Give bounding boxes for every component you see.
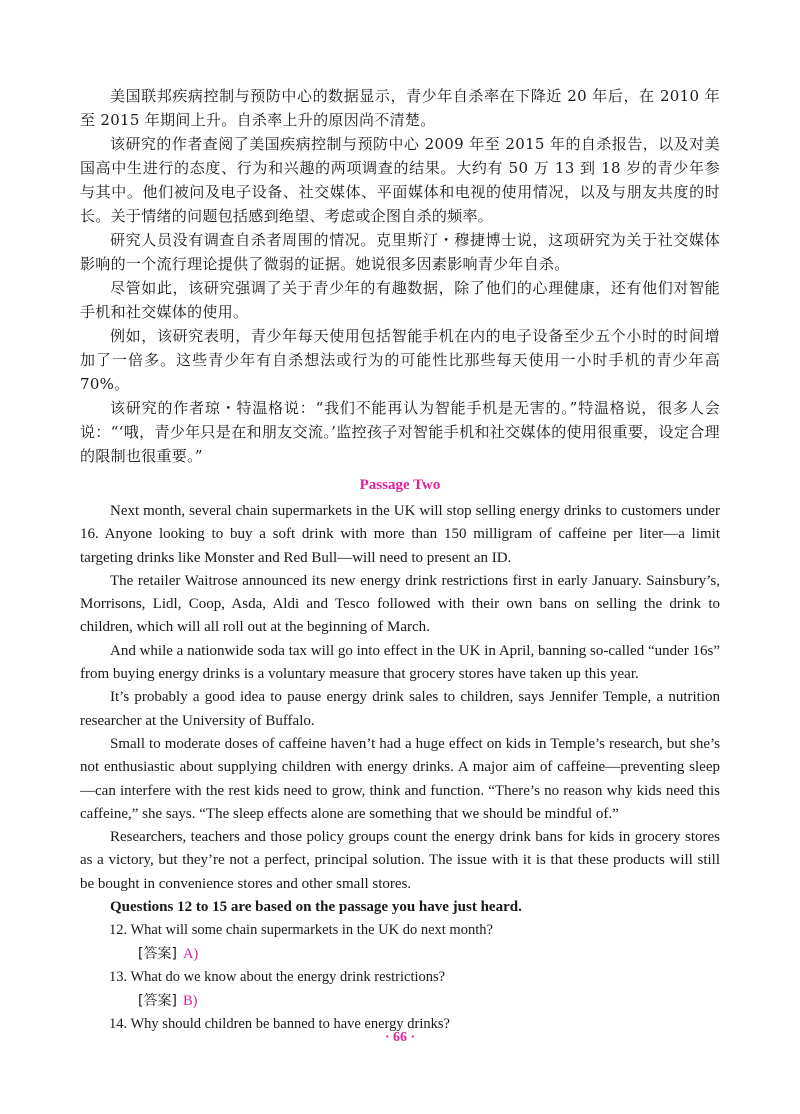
chinese-translation — [80, 84, 720, 468]
en-paragraph-1: Next month, several chain supermarkets in the UK will stop selling energy drinks to customers under 16. Anyone looking to buy a soft drink with more than 150 milligram of caffeine per liter—a limit targeting drinks like Monster and Red Bull—will need to present an ID. — [80, 503, 720, 566]
en-paragraph-5: Small to moderate doses of caffeine haven’t had a huge effect on kids in Temple’s research, but she’s not enthusiastic about supplying children with energy drinks. A major aim of caffeine—preventing sleep—can interfere with the rest kids need to grow, think and function. “There’s no reason why kids need this caffeine,” she says. “The sleep effects alone are something that we should be mindful of.” — [80, 735, 720, 822]
en-paragraph-2: The retailer Waitrose announced its new energy drink restrictions first in early January. Sainsbury’s, Morrisons, Lidl, Coop, Asda, Aldi and Tesco followed with their own bans on selling the drink to children, which will all roll out at the beginning of March. — [80, 572, 720, 636]
en-paragraph-3: And while a nationwide soda tax will go into effect in the UK in April, banning so-called “under 16s” from buying energy drinks is a voluntary measure that grocery stores have taken up this year. — [80, 642, 720, 683]
passage-title: Passage Two — [359, 477, 441, 493]
document-page — [80, 84, 720, 1036]
passage-two-text — [80, 500, 720, 896]
cn-paragraph-5: 例如，该研究表明，青少年每天使用包括智能手机在内的电子设备至少五个小时的时间增加了一倍多。这些青少年有自杀想法或行为的可能性比那些每天使用一小时手机的青少年高 70%。 — [80, 327, 720, 393]
question-13: 13. What do we know about the energy drink restrictions? — [109, 969, 446, 986]
answer-letter: A) — [182, 946, 199, 963]
en-paragraph-4: It’s probably a good idea to pause energy drink sales to children, says Jennifer Temple, a nutrition researcher at the University of Buffalo. — [80, 689, 720, 729]
answer-12 — [80, 942, 720, 966]
en-paragraph-6: Researchers, teachers and those policy groups count the energy drink bans for kids in grocery stores as a victory, but they’re not a perfect, principal solution. The issue with it is that these products will still be bought in convenience stores and other small stores. — [80, 829, 720, 892]
cn-paragraph-4: 尽管如此，该研究强调了关于青少年的有趣数据，除了他们的心理健康，还有他们对智能手机和社交媒体的使用。 — [80, 279, 720, 321]
answer-label: [答案] — [138, 993, 177, 1010]
page-number: · 66 · — [384, 1030, 416, 1045]
question-12: 12. What will some chain supermarkets in the UK do next month? — [109, 922, 493, 939]
answer-label: [答案] — [138, 946, 177, 963]
cn-paragraph-1: 美国联邦疾病控制与预防中心的数据显示，青少年自杀率在下降近 20 年后，在 2010 年至 2015 年期间上升。自杀率上升的原因尚不清楚。 — [80, 87, 720, 129]
answer-letter: B) — [182, 993, 198, 1010]
cn-paragraph-3: 研究人员没有调查自杀者周围的情况。克里斯汀・穆捷博士说，这项研究为关于社交媒体影响的一个流行理论提供了微弱的证据。她说很多因素影响青少年自杀。 — [80, 231, 720, 273]
cn-paragraph-2: 该研究的作者查阅了美国疾病控制与预防中心 2009 年至 2015 年的自杀报告，以及对美国高中生进行的态度、行为和兴趣的两项调查的结果。大约有 50 万 13 到 18 岁的青少年参与其中。他们被问及电子设备、社交媒体、平面媒体和电视的使用情况，以及与朋友共度的时长。关于情绪的问题包括感到绝望、考虑或企图自杀的频率。 — [80, 135, 720, 225]
cn-paragraph-6: 该研究的作者琼・特温格说：“我们不能再认为智能手机是无害的。”特温格说，很多人会说：“‘哦，青少年只是在和朋友交流。’监控孩子对智能手机和社交媒体的使用很重要，设定合理的限制也很重要。” — [80, 399, 720, 465]
questions-heading: Questions 12 to 15 are based on the passage you have just heard. — [110, 899, 522, 916]
question-14: 14. Why should children be banned to have energy drinks? — [109, 1016, 450, 1033]
answer-13 — [80, 989, 720, 1013]
